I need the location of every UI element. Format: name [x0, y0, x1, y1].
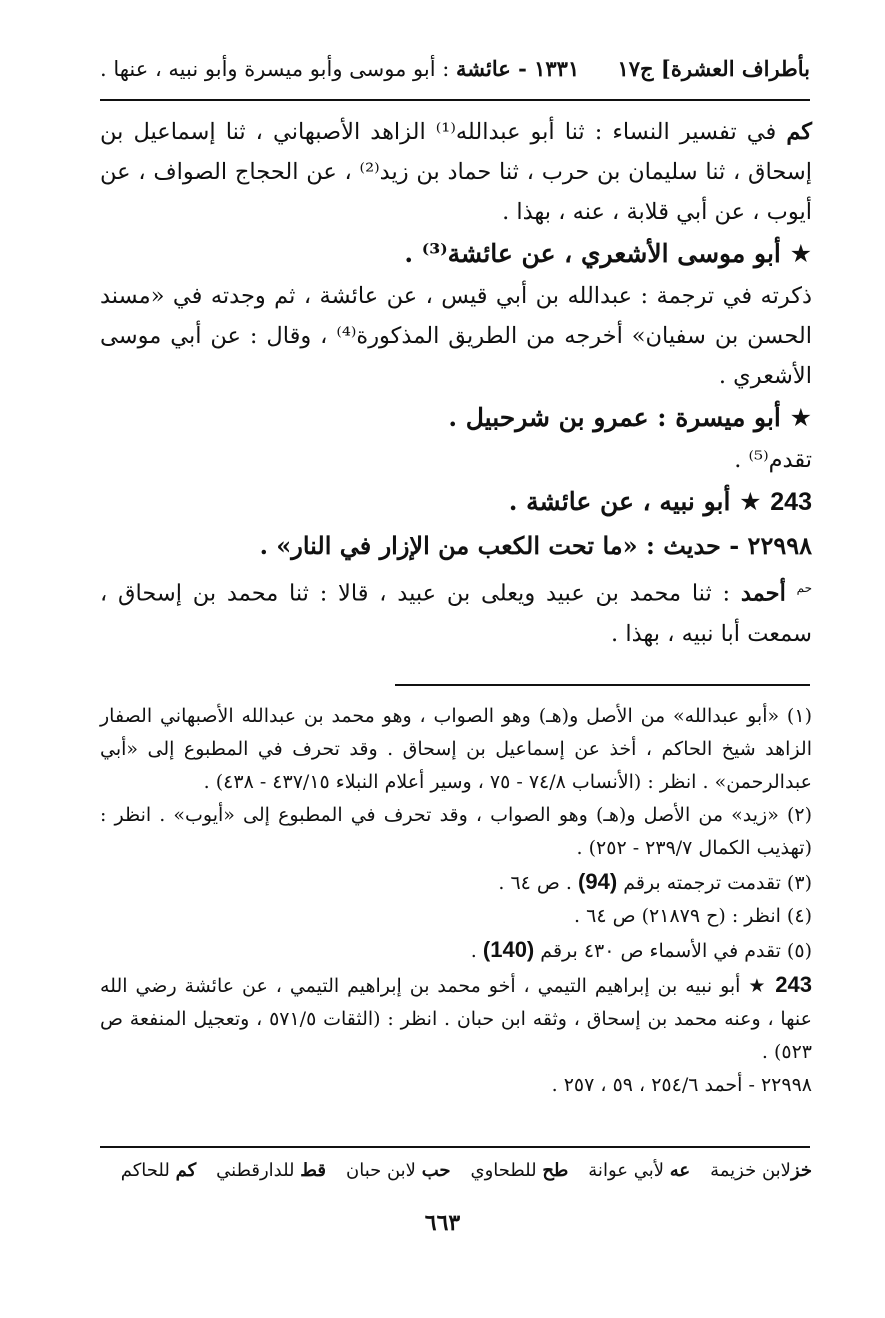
star-icon: ★: [739, 487, 762, 516]
paragraph-taqaddam: تقدم⁽⁵⁾ .: [734, 447, 812, 473]
paragraph-text: في تفسير النساء : ثنا أبو عبدالله⁽¹⁾ الزاهد الأصبهاني ، ثنا إسماعيل بن إسحاق ، ثنا سليمان بن حرب ، ثنا حماد بن زيد⁽²⁾ ، عن الحجاج الصواف ، عن أيوب ، عن أبي قلابة ، عنه ، بهذا .: [100, 119, 813, 225]
footnote-number: 243: [775, 972, 812, 997]
page-number: ٦٦٣: [424, 1210, 461, 1236]
entry-text: أبو ميسرة : عمرو بن شرحبيل .: [448, 403, 781, 432]
paragraph-ahmad: [100, 568, 812, 654]
abbreviation: كم للحاكم: [120, 1160, 197, 1181]
abbreviation: قط للدارقطني: [216, 1160, 326, 1181]
page-header: [100, 50, 810, 90]
section-number: ١٣٣١ - عائشة: [456, 56, 580, 81]
footnote-6: [100, 968, 812, 1069]
header-rule: [100, 99, 810, 101]
abbreviation: حب لابن حبان: [345, 1160, 451, 1181]
section-title: : أبو موسى وأبو ميسرة وأبو نبيه ، عنها .: [100, 57, 450, 81]
abbreviation: طح للطحاوي: [470, 1160, 569, 1181]
narrator-entry-abu-musa: [100, 232, 812, 276]
star-icon: ★: [748, 975, 768, 997]
footnote-7: ٢٢٩٩٨ - أحمد ٢٥٤/٦ ، ٥٩ ، ٢٥٧ .: [551, 1074, 812, 1096]
hadith-heading: [100, 524, 812, 568]
paragraph-tarjama: ذكرته في ترجمة : عبدالله بن أبي قيس ، عن عائشة ، ثم وجدته في «مسند الحسن بن سفيان» أخرجه من الطريق المذكورة⁽⁴⁾ ، وقال : عن أبي موسى الأشعري .: [100, 283, 812, 389]
abbreviation: عه لأبي عوانة: [588, 1160, 691, 1181]
footnote-text: أبو نبيه بن إبراهيم التيمي ، أخو محمد بن إبراهيم التيمي ، عن عائشة رضي الله عنها ، وعنه محمد بن إسحاق ، وثقه ابن حبان . انظر : (الثقات ٥٧١/٥ ، وتعجيل المنفعة ص ٥٢٣) .: [100, 975, 812, 1063]
source-symbol-small: حم: [796, 581, 812, 595]
footnote-text: (٣) تقدمت ترجمته برقم: [623, 872, 812, 894]
footnote-text: .: [470, 940, 477, 962]
main-text: [100, 112, 812, 654]
source-symbol: كم: [786, 119, 813, 145]
footnote-5: [100, 933, 812, 968]
footnote-number: (140): [482, 937, 535, 962]
entry-text: أبو موسى الأشعري ، عن عائشة⁽³⁾ .: [404, 239, 781, 268]
footnote-text: . ص ٦٤ .: [498, 872, 572, 894]
footnote-2: (٢) «زيد» من الأصل و(هـ) وهو الصواب ، وقد تحرف في المطبوع إلى «أيوب» . انظر : (تهذيب الكمال ٢٣٩/٧ - ٢٥٢) .: [100, 804, 812, 859]
footnote-4: (٤) انظر : (ح ٢١٨٧٩) ص ٦٤ .: [574, 905, 812, 927]
abbreviation: خزلابن خزيمة: [710, 1160, 812, 1181]
paragraph-text: : ثنا محمد بن عبيد ويعلى بن عبيد ، قالا : ثنا محمد بن إسحاق ، سمعت أبا نبيه ، بهذا .: [100, 580, 812, 647]
footnotes: [100, 700, 812, 1102]
narrator-entry-abu-maysara: [100, 396, 812, 440]
footnote-text: (٥) تقدم في الأسماء ص ٤٣٠ برقم: [540, 940, 812, 962]
abbreviations-rule: [100, 1146, 810, 1148]
section-heading: [100, 56, 579, 81]
paragraph-tafsir: [100, 112, 812, 232]
hadith-number: ٢٢٩٩٨: [747, 531, 812, 560]
footnote-rule: [395, 684, 810, 686]
footnote-1: (١) «أبو عبدالله» من الأصل و(هـ) وهو الصواب ، وهو محمد بن عبدالله الأصبهاني الصفار الزاهد شيخ الحاكم ، أخذ عن إسماعيل بن إسحاق . وقد تحرف في المطبوع إلى «أبي عبدالرحمن» . انظر : (الأنساب ٧٤/٨ - ٧٥ ، وسير أعلام النبلاء ٤٣٧/١٥ - ٤٣٨) .: [100, 705, 812, 793]
footnote-3: [100, 865, 812, 900]
hadith-text: - حديث : «ما تحت الكعب من الإزار في النار» .: [259, 531, 740, 560]
source-name: أحمد: [740, 580, 786, 607]
footnote-number: (94): [578, 869, 618, 894]
narrator-entry-abu-nabih: [100, 480, 812, 524]
entry-text: أبو نبيه ، عن عائشة .: [508, 487, 731, 516]
abbreviations-bar: [100, 1160, 812, 1181]
entry-number: 243: [770, 488, 812, 516]
star-icon: ★: [789, 403, 812, 432]
star-icon: ★: [789, 239, 812, 268]
running-title: بأطراف العشرة] ج١٧: [617, 56, 810, 81]
